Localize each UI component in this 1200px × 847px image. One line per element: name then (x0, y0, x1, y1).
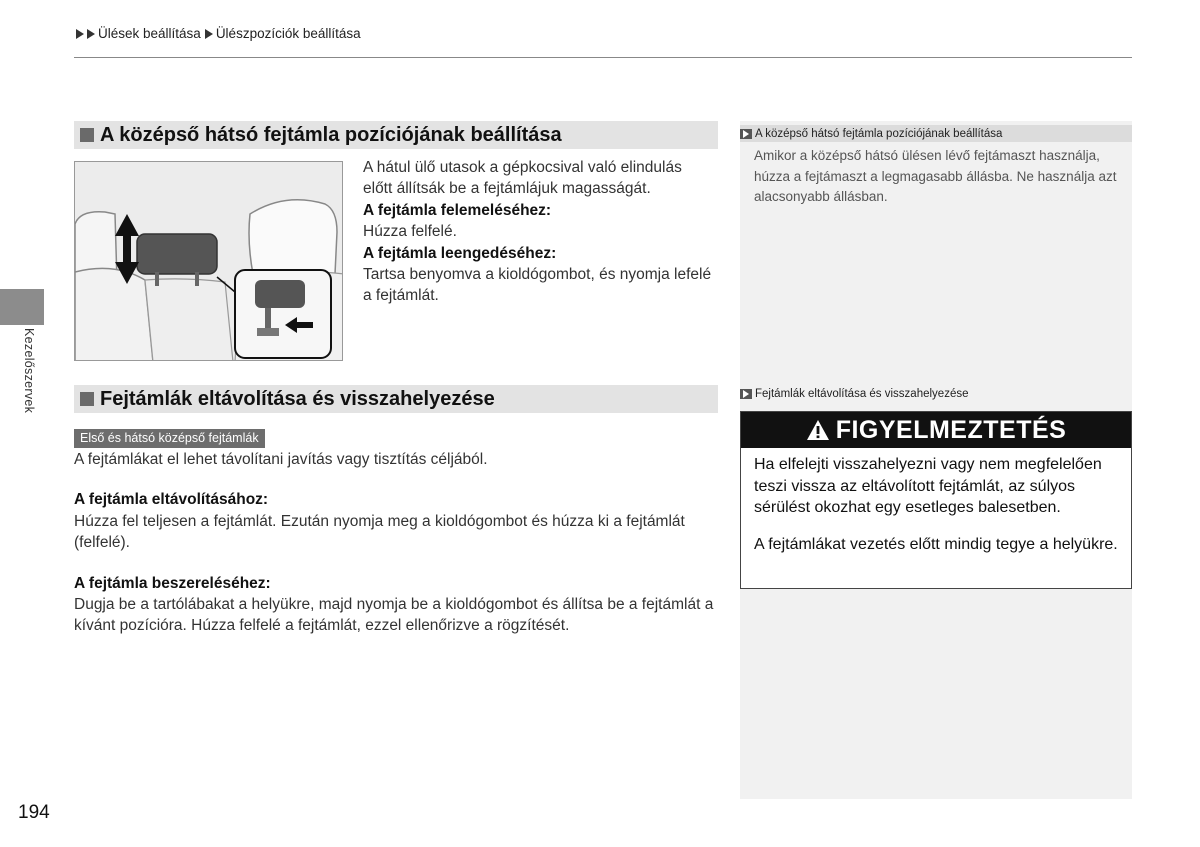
headrest-adjustment-image (75, 162, 343, 361)
note-arrow-icon (740, 389, 752, 399)
section1-intro: A hátul ülő utasok a gépkocsival való elindulás előtt állítsák be a fejtámlájuk magasságát. (363, 159, 682, 198)
triangle-arrow-icon (76, 29, 84, 39)
section-title: Fejtámlák eltávolítása és visszahelyezése (100, 387, 495, 410)
remove-text: Húzza fel teljesen a fejtámlát. Ezután nyomja meg a kioldógombot és húzza ki a fejtámlát (felfelé). (74, 512, 685, 552)
chapter-tab (0, 289, 44, 325)
section2-intro: A fejtámlákat el lehet távolítani javítás vagy tisztítás céljából. (74, 451, 488, 468)
raise-heading: A fejtámla felemeléséhez: (363, 201, 552, 219)
note-heading-2 (740, 388, 969, 400)
install-text: Dugja be a tartólábakat a helyükre, majd nyomja be a kioldógombot és állítsa be a fejtámlát a kívánt pozícióra. Húzza felfelé a fejtámlát, ezzel ellenőrizve a rögzítését. (74, 596, 714, 635)
applicability-tag: Első és hátsó középső fejtámlák (74, 429, 265, 448)
warning-title: FIGYELMEZTETÉS (835, 415, 1067, 444)
raise-text: Húzza felfelé. (363, 223, 457, 241)
note-heading-text: A középső hátsó fejtámla pozíciójának beállítása (755, 127, 1003, 140)
lower-text: Tartsa benyomva a kioldógombot, és nyomja lefelé a fejtámlát. (363, 266, 712, 305)
breadcrumb-item-seats[interactable]: Ülések beállítása (98, 26, 201, 41)
section-heading-removal (74, 385, 718, 413)
headrest-illustration (74, 161, 343, 361)
page-number: 194 (18, 802, 50, 823)
chapter-label: Kezelőszervek (22, 328, 36, 414)
section2-text (74, 449, 724, 637)
section-marker-icon (80, 128, 94, 142)
warning-title-bar (741, 412, 1131, 448)
remove-heading: A fejtámla eltávolításához: (74, 491, 269, 509)
lower-heading: A fejtámla leengedéséhez: (363, 244, 557, 262)
section-title: A középső hátsó fejtámla pozíciójának beállítása (100, 123, 562, 146)
triangle-arrow-icon (87, 29, 95, 39)
section1-text (363, 157, 713, 307)
note-heading-text: Fejtámlák eltávolítása és visszahelyezése (755, 388, 969, 400)
breadcrumb (76, 26, 361, 41)
note-heading-1 (740, 125, 1132, 142)
section-marker-icon (80, 392, 94, 406)
warning-paragraph-1: Ha elfelejti visszahelyezni vagy nem megfelelően teszi vissza az eltávolított fejtámlát, az súlyos sérülést okozhat egy esetleges balesetben. (754, 456, 1102, 516)
header-divider (74, 57, 1132, 58)
warning-paragraph-2: A fejtámlákat vezetés előtt mindig tegye a helyükre. (754, 535, 1118, 553)
install-heading: A fejtámla beszereléséhez: (74, 574, 271, 592)
warning-box (740, 411, 1132, 589)
triangle-arrow-icon (205, 29, 213, 39)
warning-triangle-icon (806, 419, 830, 441)
breadcrumb-item-positions[interactable]: Ülészpozíciók beállítása (215, 26, 361, 41)
note-arrow-icon (740, 129, 752, 139)
section-heading-center-rear-headrest (74, 121, 718, 149)
warning-body (741, 448, 1131, 555)
note-text-1: Amikor a középső hátsó ülésen lévő fejtámaszt használja, húzza a fejtámaszt a legmagasabb állásba. Ne használja azt alacsonyabb állásban. (754, 148, 1117, 204)
